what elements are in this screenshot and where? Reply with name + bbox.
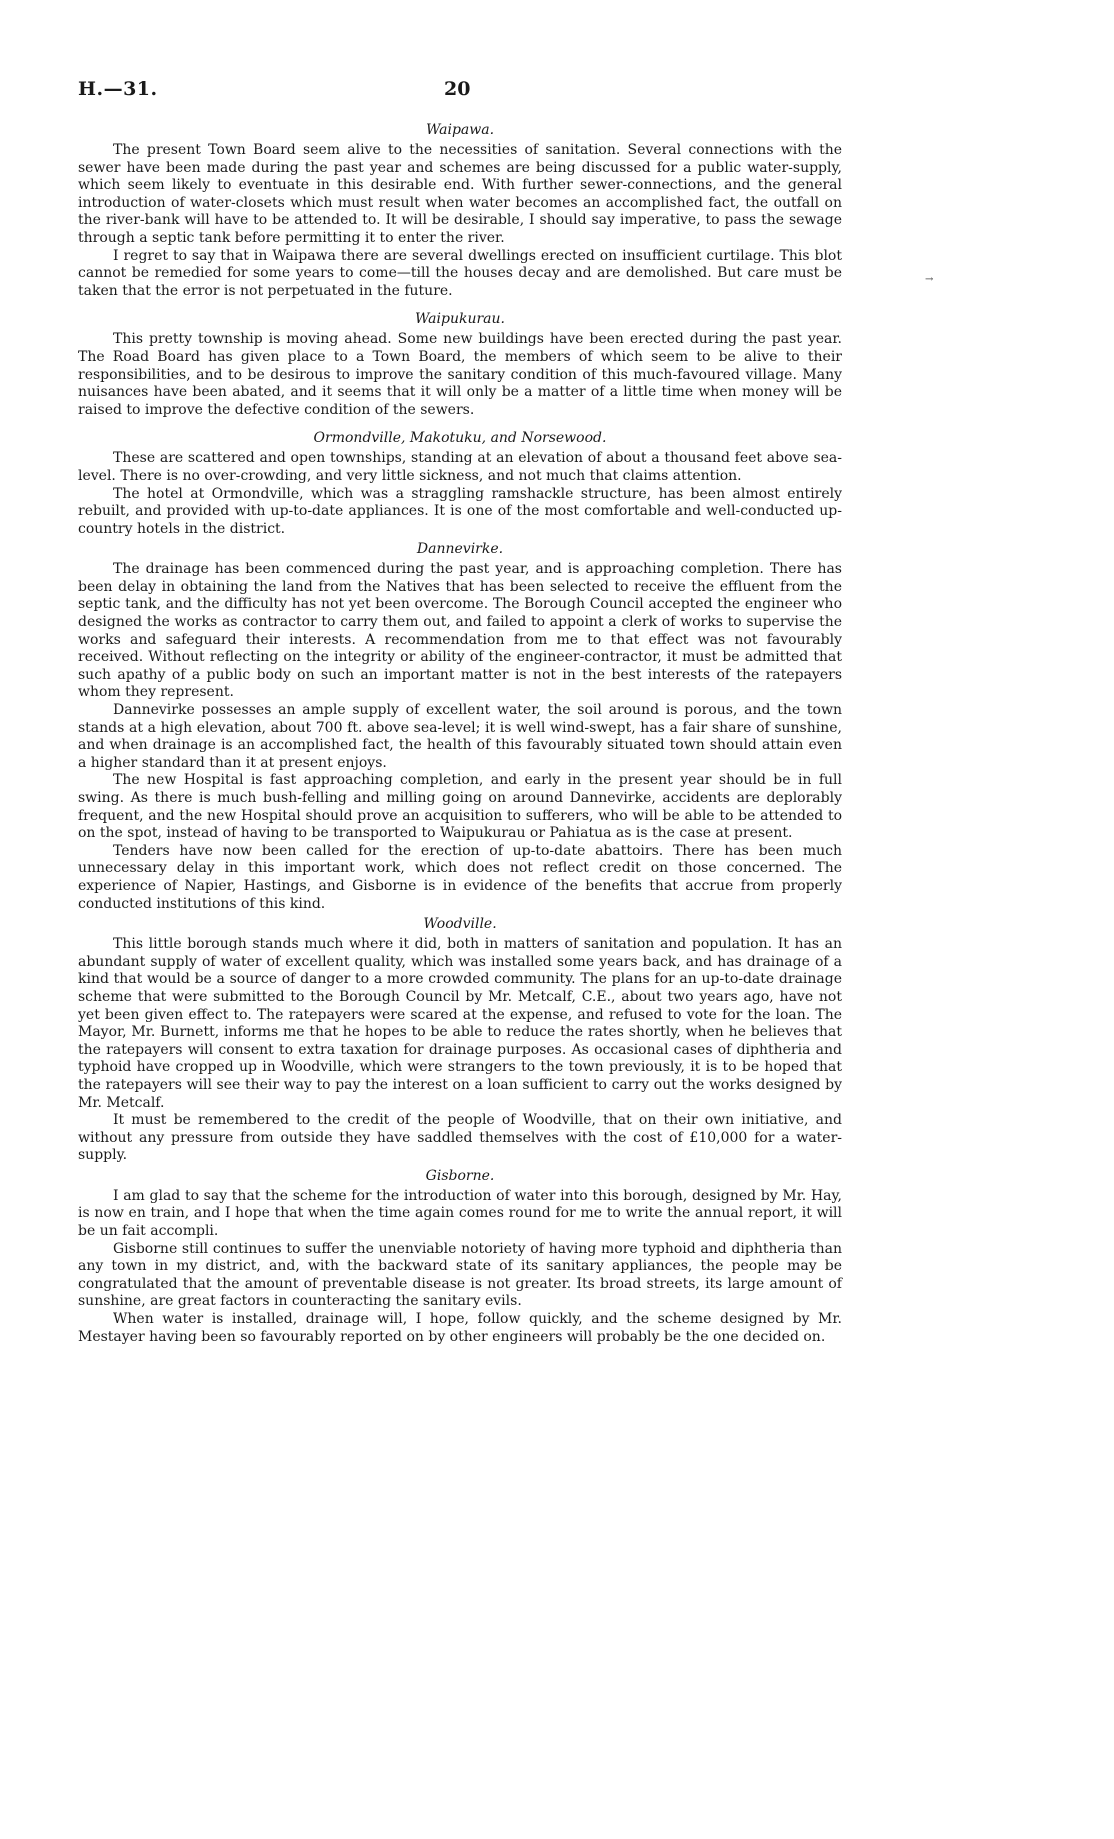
paragraph: I am glad to say that the scheme for the introduction of water into this borough, designed by Mr. Hay, is now en train, and I hope that when the time again comes round for me to write the annual report, it will be un fait accompli. [78,1187,842,1240]
paragraph: These are scattered and open townships, standing at an elevation of about a thousand feet above sea-level. There is no over-crowding, and very little sickness, and not much that claims attention. [78,450,842,484]
page-header [78,78,858,108]
section-waipawa [78,121,842,300]
paragraph: The hotel at Ormondville, which was a straggling ramshackle structure, has been almost entirely rebuilt, and provided with up-to-date appliances. It is one of the most comfortable and well-conducted up-country hotels in the district. [78,485,842,537]
section-ormondville [78,429,842,538]
section-title: Gisborne. [425,1167,495,1184]
paragraph: Dannevirke possesses an ample supply of excellent water, the soil around is porous, and the town stands at a high elevation, about 700 ft. above sea-level; it is well wind-swept, has a fair share of sunshine, and when drainage is an accomplished fact, the health of this favourably situated town should attain even a higher standard than it at present enjoys. [78,702,842,771]
margin-arrow-mark: → [925,274,934,285]
paragraph: I regret to say that in Waipawa there are several dwellings erected on insufficient curtilage. This blot cannot be remedied for some years to come—till the houses decay and are demolished. But care must be taken that the error is not perpetuated in the future. [78,247,842,299]
section-title: Dannevirke. [416,541,504,558]
section-title: Ormondville, Makotuku, and Norsewood. [313,430,607,447]
document-reference: H.—31. [78,78,158,100]
section-dannevirke [78,540,842,913]
section-gisborne [78,1167,842,1346]
section-waipukurau [78,310,842,419]
paragraph: This pretty township is moving ahead. Some new buildings have been erected during the past year. The Road Board has given place to a Town Board, the members of which seem to be alive to their responsibilities, and to be desirous to improve the sanitary condition of this much-favoured village. Many nuisances have been abated, and it seems that it will only be a matter of a little time when money will be raised to improve the defective condition of the sewers. [78,331,842,418]
paragraph: The drainage has been commenced during the past year, and is approaching completion. There has been delay in obtaining the land from the Natives that has been selected to receive the effluent from the septic tank, and the difficulty has not yet been overcome. The Borough Council accepted the engineer who designed the works as contractor to carry them out, and failed to appoint a clerk of works to supervise the works and safeguard their interests. A recommendation from me to that effect was not favourably received. Without reflecting on the integrity or ability of the engineer-contractor, it must be admitted that such apathy of a public body on such an important matter is not in the best interests of the ratepayers whom they represent. [78,561,842,701]
section-title: Waipukurau. [415,311,505,328]
section-title: Woodville. [423,916,497,933]
paragraph: Gisborne still continues to suffer the unenviable notoriety of having more typhoid and diphtheria than any town in my district, and, with the backward state of its sanitary appliances, the people may be congratulated that the amount of preventable disease is not greater. Its broad streets, its large amount of sunshine, are great factors in counteracting the sanitary evils. [78,1240,842,1310]
paragraph: When water is installed, drainage will, I hope, follow quickly, and the scheme designed by Mr. Mestayer having been so favourably reported on by other engineers will probably be the one decided on. [78,1311,842,1345]
paragraph: It must be remembered to the credit of the people of Woodville, that on their own initiative, and without any pressure from outside they have saddled themselves with the cost of £10,000 for a water-supply. [78,1112,842,1164]
section-title: Waipawa. [425,122,495,138]
section-woodville [78,915,842,1165]
paragraph: The present Town Board seem alive to the necessities of sanitation. Several connections with the sewer have been made during the past year and schemes are being discussed for a public water-supply, which seem likely to eventuate in this desirable end. With further sewer-connections, and the general introduction of water-closets which must result when water becomes an accomplished fact, the outfall on the river-bank will have to be attended to. It will be desirable, I should say imperative, to pass the sewage through a septic tank before permitting it to enter the river. [78,142,842,246]
paragraph: Tenders have now been called for the erection of up-to-date abattoirs. There has been much unnecessary delay in this important work, which does not reflect credit on those concerned. The experience of Napier, Hastings, and Gisborne is in evidence of the benefits that accrue from properly conducted institutions of this kind. [78,842,842,912]
paragraph: The new Hospital is fast approaching completion, and early in the present year should be in full swing. As there is much bush-felling and milling going on around Dannevirke, accidents are deplorably frequent, and the new Hospital should prove an acquisition to sufferers, who will be able to be attended to on the spot, instead of having to be transported to Waipukurau or Pahiatua as is the case at present. [78,772,842,842]
page-number: 20 [444,78,471,100]
paragraph: This little borough stands much where it did, both in matters of sanitation and population. It has an abundant supply of water of excellent quality, which was installed some years back, and has drainage of a kind that would be a source of danger to a more crowded community. The plans for an up-to-date drainage scheme that were submitted to the Borough Council by Mr. Metcalf, C.E., about two years ago, have not yet been given effect to. The ratepayers were scared at the expense, and refused to vote for the loan. The Mayor, Mr. Burnett, informs me that he hopes to be able to reduce the rates shortly, when he believes that the ratepayers will consent to extra taxation for drainage purposes. As occasional cases of diphtheria and typhoid have cropped up in Woodville, which were strangers to the town previously, it is to be hoped that the ratepayers will see their way to pay the interest on a loan sufficient to carry out the works designed by Mr. Metcalf. [78,936,842,1111]
document-body [78,121,842,1356]
